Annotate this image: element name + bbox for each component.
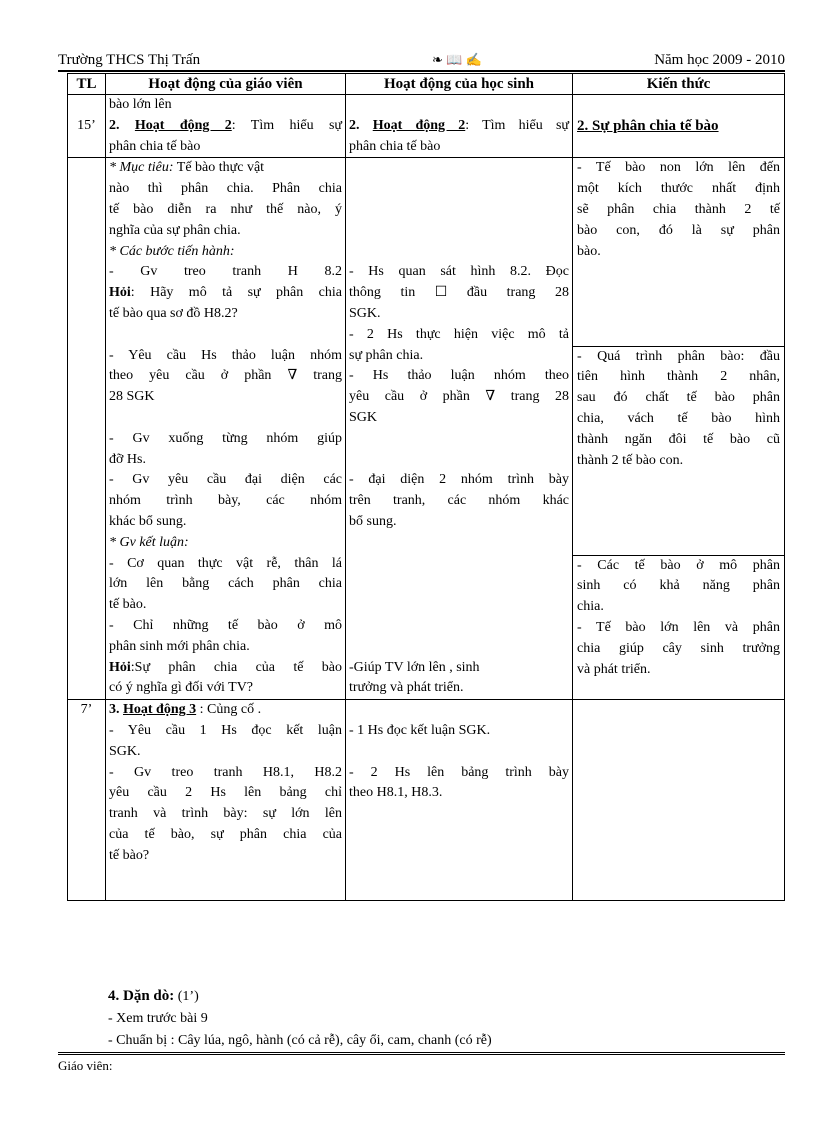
text-line bbox=[349, 554, 569, 575]
text-line: bổ sung. bbox=[349, 513, 397, 529]
table-header-row bbox=[68, 74, 785, 95]
text-line: - Gv xuống từng nhóm giúp bbox=[109, 430, 342, 446]
text-line: 3. Hoạt động 3 : Củng cố . bbox=[109, 702, 262, 718]
time-value: 7’ bbox=[80, 702, 93, 718]
col-header-tl: TL bbox=[68, 74, 106, 95]
text-line: nào thì phân chia. Phân chia bbox=[109, 181, 342, 197]
text-line: - Gv treo tranh H8.1, H8.2 bbox=[109, 764, 342, 780]
homework-time: (1’) bbox=[174, 989, 199, 1004]
text-line: - Hs thảo luận nhóm theo bbox=[349, 368, 569, 384]
section-heading: 2. Sự phân chia tế bào bbox=[577, 117, 719, 134]
text-line: khác bổ sung. bbox=[109, 513, 187, 529]
text-line: bào lớn lên bbox=[109, 97, 172, 112]
text-line: 28 SGK bbox=[109, 389, 155, 405]
text-line: - Tế bào non lớn lên đến bbox=[577, 160, 780, 176]
text-line bbox=[349, 574, 569, 595]
text-line: phân sinh mới phân chia. bbox=[109, 638, 250, 654]
text-line: tế bào. bbox=[109, 597, 147, 613]
text-line: thành 2 tế bào con. bbox=[577, 452, 684, 468]
text-line: có ý nghĩa gì đối với TV? bbox=[109, 680, 254, 696]
text-line: sau đó chất tế bào phân bbox=[577, 390, 780, 406]
text-line: 2. Hoạt động 2: Tìm hiểu sự bbox=[349, 117, 570, 133]
text-line: Hỏi:Sự phân chia của tế bào bbox=[109, 659, 342, 675]
text-line: chia, vách tế bào hình bbox=[577, 410, 780, 426]
col-header-knowledge: Kiến thức bbox=[573, 74, 785, 95]
text-line bbox=[349, 637, 569, 658]
time-cell bbox=[68, 700, 106, 901]
text-line: chia giúp cây sinh trưởng bbox=[577, 640, 780, 656]
text-line bbox=[349, 242, 569, 263]
teacher-cell bbox=[106, 95, 346, 158]
text-line: sinh có khả năng phân bbox=[577, 578, 780, 594]
text-line bbox=[349, 700, 569, 721]
col-header-student: Hoạt động của học sinh bbox=[346, 74, 573, 95]
text-line: và phát triển. bbox=[577, 661, 651, 677]
text-line: phân chia tế bào bbox=[349, 138, 441, 154]
text-line: yêu cầu 2 Hs lên bảng chỉ bbox=[109, 785, 342, 801]
lesson-table bbox=[67, 73, 785, 901]
page-header bbox=[58, 52, 785, 72]
text-line: - Chỉ những tế bào ở mô bbox=[109, 617, 342, 633]
homework-item: - Xem trước bài 9 bbox=[108, 1011, 208, 1026]
teacher-cell bbox=[106, 700, 346, 901]
text-line: SGK. bbox=[349, 305, 381, 321]
text-line: tế bào qua sơ đồ H8.2? bbox=[109, 305, 238, 321]
text-line: - Gv treo tranh H 8.2 bbox=[109, 264, 342, 280]
col-header-teacher: Hoạt động của giáo viên bbox=[106, 74, 346, 95]
homework-section bbox=[108, 985, 492, 1052]
text-line bbox=[349, 179, 569, 200]
teacher-signature-label: Giáo viên: bbox=[58, 1058, 113, 1073]
time-cell bbox=[68, 158, 106, 700]
time-cell bbox=[68, 95, 106, 158]
text-line: theo H8.1, H8.3. bbox=[349, 785, 443, 801]
text-line: - Quá trình phân bào: đầu bbox=[577, 348, 780, 364]
text-line: SGK. bbox=[109, 743, 141, 759]
text-line bbox=[109, 325, 342, 346]
text-line: lớn lên bằng cách phân chia bbox=[109, 576, 342, 592]
table-row bbox=[68, 700, 785, 901]
text-line: sự phân chia. bbox=[349, 347, 424, 363]
school-year: Năm học 2009 - 2010 bbox=[654, 52, 785, 68]
text-line: - Yêu cầu Hs thảo luận nhóm bbox=[109, 347, 342, 363]
text-line: đỡ Hs. bbox=[109, 451, 146, 467]
text-line: Hỏi: Hãy mô tả sự phân chia bbox=[109, 285, 342, 301]
text-line: - Tế bào lớn lên và phân bbox=[577, 619, 780, 635]
text-line: - 2 Hs lên bảng trình bày bbox=[349, 764, 569, 780]
text-line: trên tranh, các nhóm khác bbox=[349, 493, 569, 509]
text-line: * Các bước tiến hành: bbox=[109, 243, 235, 259]
text-line: bào. bbox=[577, 243, 601, 259]
text-line: - Hs quan sát hình 8.2. Đọc bbox=[349, 264, 569, 280]
text-line: - 1 Hs đọc kết luận SGK. bbox=[349, 722, 491, 738]
text-line: 2. Hoạt động 2: Tìm hiểu sự bbox=[109, 117, 343, 133]
header-ornament: ❧ 📖 ✍ bbox=[432, 52, 482, 67]
text-line: bào con, đó là sự phân bbox=[577, 222, 780, 238]
text-line: * Mục tiêu: Tế bào thực vật bbox=[109, 160, 265, 176]
text-line bbox=[349, 450, 569, 471]
text-line: của tế bào, sự phân chia của bbox=[109, 826, 342, 842]
text-line: tế bào? bbox=[109, 847, 150, 863]
text-line bbox=[349, 595, 569, 616]
text-line bbox=[349, 742, 569, 763]
knowledge-cell bbox=[573, 700, 785, 901]
text-line: - Yêu cầu 1 Hs đọc kết luận bbox=[109, 722, 342, 738]
text-line: - Gv yêu cầu đại diện các bbox=[109, 472, 342, 488]
text-line: theo yêu cầu ở phần ∇ trang bbox=[109, 368, 342, 384]
knowledge-cell bbox=[573, 158, 785, 700]
text-line: - Các tế bào ở mô phân bbox=[577, 557, 780, 573]
text-line bbox=[349, 533, 569, 554]
text-line bbox=[349, 158, 569, 179]
text-line: SGK bbox=[349, 409, 378, 425]
table-row bbox=[68, 158, 785, 700]
text-line bbox=[349, 429, 569, 450]
student-cell bbox=[346, 158, 573, 700]
text-line: sẽ phân chia thành 2 tế bbox=[577, 201, 780, 217]
text-line: thành ngăn đôi tế bào cũ bbox=[577, 431, 780, 447]
text-line: - 2 Hs thực hiện việc mô tả bbox=[349, 326, 569, 342]
text-line: - Cơ quan thực vật rễ, thân lá bbox=[109, 555, 342, 571]
text-line: phân chia tế bào bbox=[109, 138, 201, 154]
text-line: chia. bbox=[577, 599, 604, 615]
text-line bbox=[349, 616, 569, 637]
time-value: 15’ bbox=[77, 117, 96, 133]
footer-divider bbox=[58, 1052, 785, 1055]
homework-title: 4. Dặn dò: bbox=[108, 988, 175, 1004]
text-line: nghĩa của sự phân chia. bbox=[109, 222, 241, 238]
homework-item: - Chuẩn bị : Cây lúa, ngô, hành (có cả rễ), cây ổi, cam, chanh (có rễ) bbox=[108, 1033, 492, 1048]
text-line bbox=[109, 408, 342, 429]
text-line: tranh và trình bày: sự lớn lên bbox=[109, 806, 342, 822]
text-line: trưởng và phát triển. bbox=[349, 680, 464, 696]
text-line: * Gv kết luận: bbox=[109, 534, 189, 550]
text-line: một kích thước nhất định bbox=[577, 181, 780, 197]
text-line: tế bào diễn ra như thế nào, ý bbox=[109, 201, 342, 217]
student-cell bbox=[346, 700, 573, 901]
teacher-cell bbox=[106, 158, 346, 700]
knowledge-cell bbox=[573, 95, 785, 158]
text-line: tiên hình thành 2 nhân, bbox=[577, 369, 780, 385]
text-line bbox=[349, 200, 569, 221]
text-line bbox=[349, 221, 569, 242]
text-line: nhóm trình bày, các nhóm bbox=[109, 493, 342, 509]
table-row bbox=[68, 95, 785, 158]
text-line: thông tin ☐ đầu trang 28 bbox=[349, 285, 569, 301]
text-line: yêu cầu ở phần ∇ trang 28 bbox=[349, 389, 569, 405]
text-line: - đại diện 2 nhóm trình bày bbox=[349, 472, 569, 488]
school-name: Trường THCS Thị Trấn bbox=[58, 52, 201, 68]
student-cell bbox=[346, 95, 573, 158]
text-line: -Giúp TV lớn lên , sinh bbox=[349, 659, 480, 675]
